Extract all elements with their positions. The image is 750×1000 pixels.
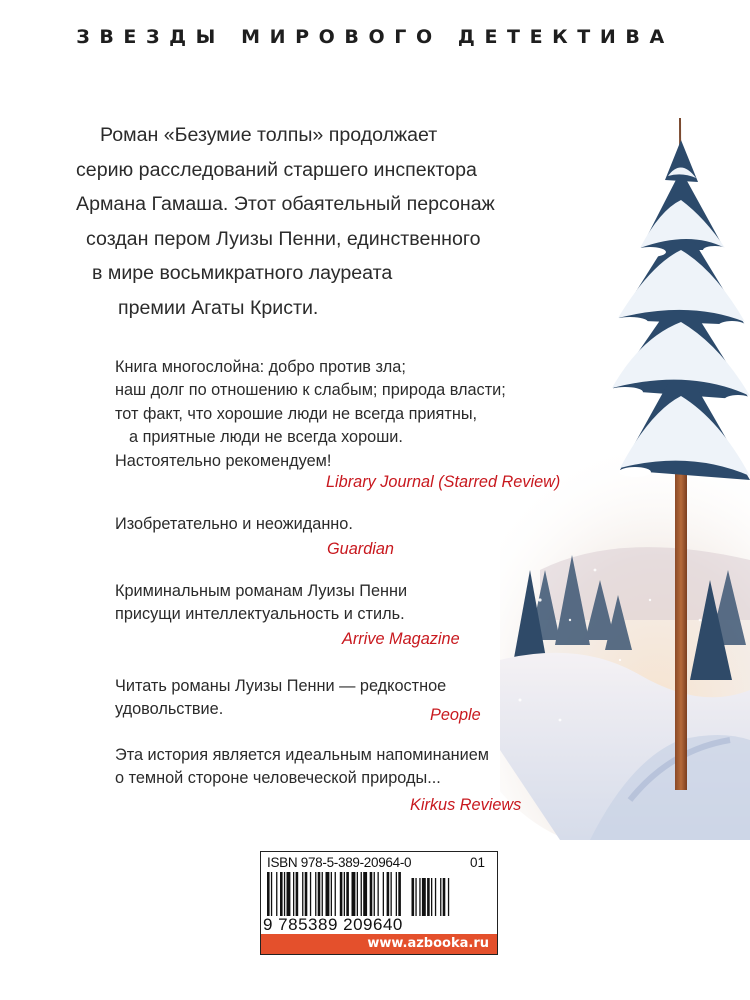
intro-line: премии Агаты Кристи. xyxy=(118,296,319,319)
barcode-bar xyxy=(302,872,303,916)
review-quote xyxy=(115,744,489,791)
barcode-bar xyxy=(315,872,316,916)
review-line: Изобретательно и неожиданно. xyxy=(115,515,353,533)
barcode-bar xyxy=(271,872,272,916)
barcode-bar xyxy=(284,872,285,916)
review-line: Эта история является идеальным напоминанием xyxy=(115,746,489,764)
review-source: Arrive Magazine xyxy=(342,630,460,648)
barcode-bar xyxy=(318,872,321,916)
barcode-bar xyxy=(361,872,362,916)
review-line: Читать романы Луизы Пенни — редкостное xyxy=(115,677,447,695)
review-line: Настоятельно рекомендуем! xyxy=(115,451,332,470)
barcode-bar xyxy=(280,872,283,916)
review-quote xyxy=(115,675,446,722)
review-line: Книга многослойна: добро против зла; xyxy=(115,358,406,376)
barcode-bar xyxy=(310,872,311,916)
series-title: ЗВЕЗДЫ МИРОВОГО ДЕТЕКТИВА xyxy=(76,26,674,48)
barcode-bar xyxy=(293,872,294,916)
barcode-bar xyxy=(378,872,379,916)
review-line: удовольствие. xyxy=(115,700,224,719)
barcode-bar xyxy=(340,872,343,916)
publisher-website: www.azbooka.ru xyxy=(261,934,497,954)
review-quote xyxy=(115,513,353,536)
review-source: People xyxy=(430,706,481,724)
isbn-barcode xyxy=(260,851,498,955)
review-line: о темной стороне человеческой природы... xyxy=(115,769,441,788)
review-source: Library Journal (Starred Review) xyxy=(326,473,561,491)
ean-digits: 9 785389 209640 xyxy=(263,915,403,934)
review-line: Криминальным романам Луизы Пенни xyxy=(115,582,408,600)
barcode-bar xyxy=(352,872,356,916)
review-line: наш долг по отношению к слабым; природа власти; xyxy=(115,381,506,400)
isbn-number: ISBN 978-5-389-20964-0 xyxy=(267,855,412,870)
barcode-bar xyxy=(335,872,336,916)
barcode-bar xyxy=(383,872,384,916)
intro-line: серию расследований старшего инспектора xyxy=(76,158,477,181)
intro-line: Роман «Безумие толпы» продолжает xyxy=(100,124,438,146)
barcode-addon-bar xyxy=(443,878,446,916)
review-quote xyxy=(115,356,506,473)
barcode-addon-bar xyxy=(440,878,441,916)
isbn-addon-code: 01 xyxy=(469,855,485,870)
barcode-addon-bar xyxy=(415,878,416,916)
barcode-bars xyxy=(267,872,493,916)
barcode-bar xyxy=(287,872,291,916)
barcode-bar xyxy=(326,872,330,916)
barcode-bar xyxy=(396,872,397,916)
review-quote xyxy=(115,580,407,627)
barcode-addon-bar xyxy=(448,878,449,916)
barcode-bar xyxy=(305,872,308,916)
review-line: тот факт, что хорошие люди не всегда приятны, xyxy=(115,404,478,423)
barcode-bar xyxy=(344,872,345,916)
barcode-bar xyxy=(374,872,375,916)
intro-line: создан пером Луизы Пенни, единственного xyxy=(86,227,481,250)
barcode-bar xyxy=(346,872,349,916)
review-line: а приятные люди не всегда хороши. xyxy=(129,428,403,447)
barcode-bar xyxy=(370,872,373,916)
barcode-addon-bar xyxy=(422,878,426,916)
barcode-addon-bar xyxy=(431,878,432,916)
review-source: Kirkus Reviews xyxy=(410,796,522,814)
barcode-bar xyxy=(387,872,390,916)
barcode-bar xyxy=(398,872,401,916)
barcode-addon-bar xyxy=(427,878,430,916)
barcode-addon-bar xyxy=(412,878,415,916)
barcode-bar xyxy=(331,872,332,916)
barcode-bar xyxy=(357,872,358,916)
intro-line: в мире восьмикратного лауреата xyxy=(92,262,393,285)
barcode-bar xyxy=(276,872,277,916)
barcode-addon-bar xyxy=(419,878,420,916)
barcode-bar xyxy=(296,872,299,916)
barcode-addon-bar xyxy=(435,878,436,916)
barcode-bar xyxy=(363,872,367,916)
review-source: Guardian xyxy=(327,540,394,558)
barcode-bar xyxy=(322,872,323,916)
intro-line: Армана Гамаша. Этот обаятельный персонаж xyxy=(76,193,495,216)
barcode-bar xyxy=(391,872,392,916)
review-line: присущи интеллектуальность и стиль. xyxy=(115,605,405,624)
barcode-bar xyxy=(267,872,270,916)
